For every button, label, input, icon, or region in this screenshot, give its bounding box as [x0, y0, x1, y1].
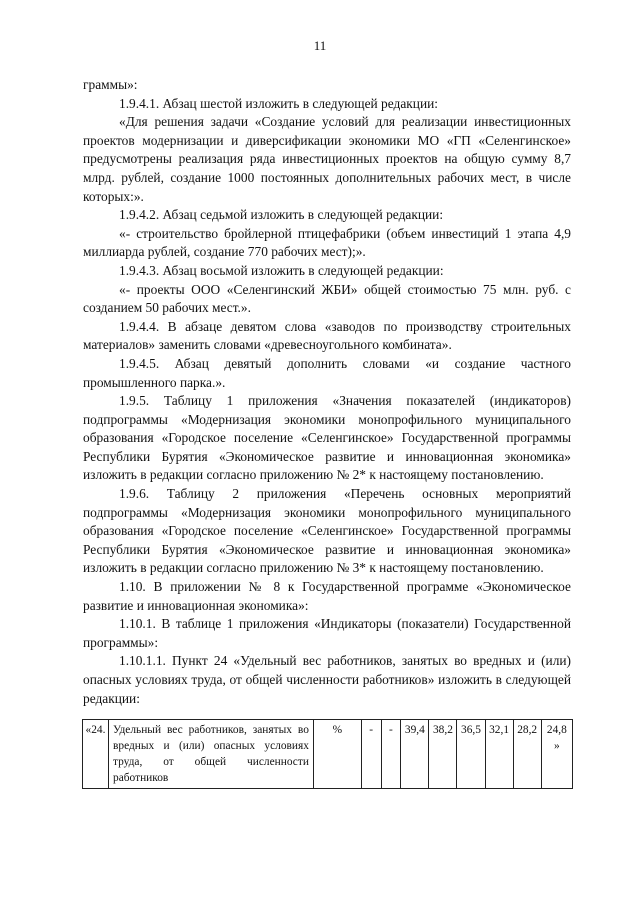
- paragraph: 1.9.4.5. Абзац девятый дополнить словами «и создание частного промышленного парка.».: [83, 355, 571, 390]
- value-cell: 36,5: [457, 720, 485, 789]
- value-cell: 28,2: [513, 720, 541, 789]
- value-cell: -: [361, 720, 381, 789]
- value-cell: 39,4: [401, 720, 429, 789]
- paragraph: 1.10.1.1. Пункт 24 «Удельный вес работников, занятых во вредных и (или) опасных условиях труда, от общей численности работников» изложить в следующей редакции:: [83, 653, 571, 706]
- value-cell: -: [381, 720, 401, 789]
- paragraph: граммы»:: [83, 77, 138, 92]
- paragraph: 1.9.4.3. Абзац восьмой изложить в следующей редакции:: [119, 262, 444, 278]
- document-body: [83, 76, 571, 708]
- paragraph: 1.10. В приложении № 8 к Государственной программе «Экономическое развитие и инновационная экономика»:: [83, 579, 571, 613]
- indicator-name-cell: Удельный вес работников, занятых во вредных и (или) опасных условиях труда, от общей численности работников: [109, 720, 314, 789]
- paragraph: «- проекты ООО «Селенгинский ЖБИ» общей стоимостью 75 млн. руб. с созданием 50 рабочих мест.».: [83, 281, 571, 316]
- unit-cell: %: [313, 720, 361, 789]
- paragraph: 1.9.5. Таблицу 1 приложения «Значения показателей (индикаторов) подпрограммы «Модернизация экономики монопрофильного муниципального образования «Городское поселение «Селенгинское» Государственной программы Республики Бурятия «Экономическое развитие и инновационная экономика» изложить в редакции согласно приложению № 2* к настоящему постановлению.: [83, 393, 571, 483]
- paragraph: 1.9.6. Таблицу 2 приложения «Перечень основных мероприятий подпрограммы «Модернизация экономики монопрофильного муниципального образования «Городское поселение «Селенгинское» Государственной программы Республики Бурятия «Экономическое развитие и инновационная экономика» изложить в редакции согласно приложению № 3* к настоящему постановлению.: [83, 486, 571, 576]
- paragraph: 1.9.4.2. Абзац седьмой изложить в следующей редакции:: [119, 207, 444, 223]
- table-row: [83, 720, 573, 789]
- page-number: 11: [313, 38, 327, 53]
- value-cell: 24,8 »: [541, 720, 572, 789]
- paragraph: 1.9.4.4. В абзаце девятом слова «заводов по производству строительных материалов» заменить словами «древесноугольного комбината».: [83, 318, 571, 353]
- paragraph: 1.10.1. В таблице 1 приложения «Индикаторы (показатели) Государственной программы»:: [83, 616, 571, 650]
- row-number-cell: «24.: [83, 720, 109, 789]
- paragraph: «- строительство бройлерной птицефабрики (объем инвестиций 1 этапа 4,9 миллиарда рублей, создание 770 рабочих мест);».: [83, 225, 571, 260]
- paragraph: 1.9.4.1. Абзац шестой изложить в следующей редакции:: [119, 95, 438, 111]
- value-cell: 32,1: [485, 720, 513, 789]
- value-cell: 38,2: [429, 720, 457, 789]
- indicator-table: [82, 719, 573, 789]
- paragraph: «Для решения задачи «Создание условий для реализации инвестиционных проектов модернизации и диверсификации экономики МО «ГП «Селенгинское» предусмотрены реализация ряда инвестиционных проектов на общую сумму 8,7 млрд. рублей, создание 1000 постоянных дополнительных рабочих мест, в числе которых:».: [83, 114, 571, 204]
